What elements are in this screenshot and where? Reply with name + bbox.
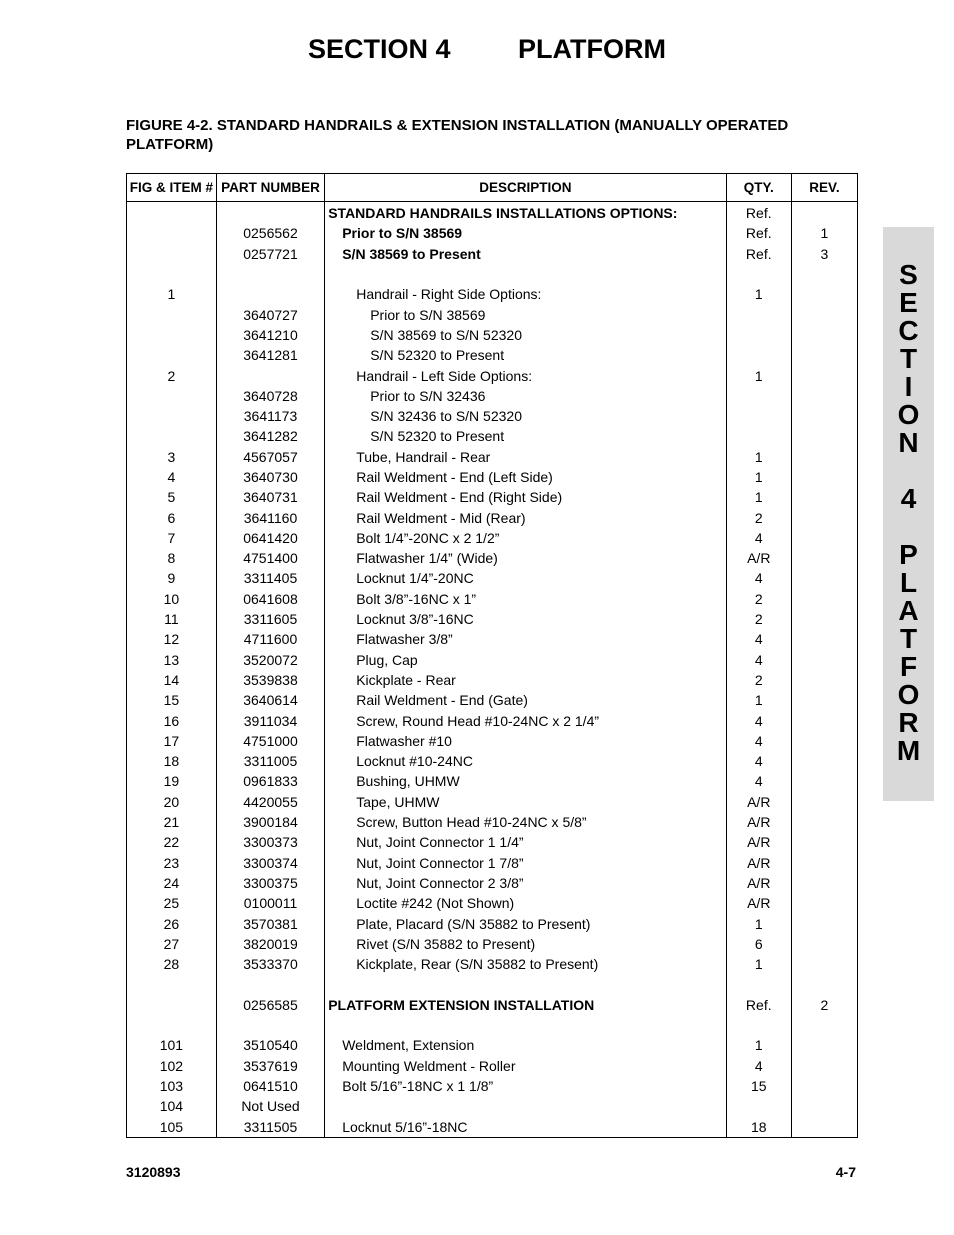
table-row — [127, 629, 858, 649]
fig-item-cell — [127, 386, 217, 406]
fig-item-cell — [127, 974, 217, 994]
part-number-cell — [216, 1015, 324, 1035]
description-cell: Loctite #242 (Not Shown) — [325, 893, 726, 913]
rev-cell — [791, 426, 857, 446]
qty-cell — [726, 1015, 791, 1035]
qty-cell: 1 — [726, 1035, 791, 1055]
fig-item-cell — [127, 995, 217, 1015]
fig-item-cell — [127, 325, 217, 345]
fig-item-cell: 12 — [127, 629, 217, 649]
table-row — [127, 1116, 858, 1137]
fig-item-cell: 9 — [127, 568, 217, 588]
table-row — [127, 893, 858, 913]
rev-cell — [791, 1076, 857, 1096]
qty-cell: 4 — [726, 731, 791, 751]
table-row — [127, 548, 858, 568]
rev-cell — [791, 568, 857, 588]
fig-item-cell: 101 — [127, 1035, 217, 1055]
fig-item-cell: 13 — [127, 650, 217, 670]
table-row — [127, 1076, 858, 1096]
part-number-cell: 3641281 — [216, 345, 324, 365]
description-cell: STANDARD HANDRAILS INSTALLATIONS OPTIONS: — [325, 202, 726, 224]
table-row — [127, 244, 858, 264]
description-cell: Locknut 5/16”-18NC — [325, 1116, 726, 1137]
rev-cell: 1 — [791, 223, 857, 243]
rev-cell — [791, 974, 857, 994]
fig-item-cell: 11 — [127, 609, 217, 629]
table-row — [127, 487, 858, 507]
fig-item-cell — [127, 264, 217, 284]
description-cell: Rail Weldment - End (Left Side) — [325, 467, 726, 487]
qty-cell: A/R — [726, 812, 791, 832]
description-cell — [325, 1096, 726, 1116]
qty-cell — [726, 304, 791, 324]
rev-cell — [791, 690, 857, 710]
qty-cell: 1 — [726, 913, 791, 933]
fig-item-cell — [127, 202, 217, 224]
fig-item-cell: 7 — [127, 528, 217, 548]
table-row — [127, 365, 858, 385]
fig-item-cell: 4 — [127, 467, 217, 487]
table-row — [127, 913, 858, 933]
rev-cell — [791, 650, 857, 670]
fig-item-cell — [127, 304, 217, 324]
table-row — [127, 426, 858, 446]
description-cell: Weldment, Extension — [325, 1035, 726, 1055]
rev-cell — [791, 386, 857, 406]
qty-cell: 4 — [726, 710, 791, 730]
part-number-cell: 3640730 — [216, 467, 324, 487]
qty-cell: 2 — [726, 507, 791, 527]
table-row — [127, 731, 858, 751]
description-cell: Locknut 3/8”-16NC — [325, 609, 726, 629]
qty-cell: Ref. — [726, 244, 791, 264]
table-row — [127, 528, 858, 548]
section-title: PLATFORM — [518, 34, 666, 64]
description-cell: Bolt 5/16”-18NC x 1 1/8” — [325, 1076, 726, 1096]
description-cell: Rail Weldment - End (Right Side) — [325, 487, 726, 507]
table-row — [127, 974, 858, 994]
table-row — [127, 284, 858, 304]
qty-cell: 4 — [726, 751, 791, 771]
qty-cell: A/R — [726, 873, 791, 893]
qty-cell: 4 — [726, 528, 791, 548]
fig-item-cell: 25 — [127, 893, 217, 913]
description-cell: S/N 38569 to Present — [325, 244, 726, 264]
description-cell: Screw, Round Head #10-24NC x 2 1/4” — [325, 710, 726, 730]
fig-item-cell — [127, 406, 217, 426]
rev-cell — [791, 771, 857, 791]
part-number-cell: 3640727 — [216, 304, 324, 324]
part-number-cell — [216, 284, 324, 304]
description-cell: Prior to S/N 38569 — [325, 304, 726, 324]
fig-item-cell: 22 — [127, 832, 217, 852]
qty-cell: 4 — [726, 568, 791, 588]
fig-item-cell: 10 — [127, 589, 217, 609]
part-number-cell — [216, 202, 324, 224]
part-number-cell: 0257721 — [216, 244, 324, 264]
rev-cell — [791, 507, 857, 527]
part-number-cell: 3641282 — [216, 426, 324, 446]
description-cell: Nut, Joint Connector 1 1/4” — [325, 832, 726, 852]
qty-cell: 1 — [726, 690, 791, 710]
rev-cell — [791, 751, 857, 771]
qty-cell — [726, 345, 791, 365]
rev-cell — [791, 873, 857, 893]
description-cell: Mounting Weldment - Roller — [325, 1055, 726, 1075]
part-number-cell — [216, 365, 324, 385]
description-cell: Tube, Handrail - Rear — [325, 447, 726, 467]
rev-cell — [791, 629, 857, 649]
qty-cell — [726, 386, 791, 406]
part-number-cell: 3900184 — [216, 812, 324, 832]
table-row — [127, 223, 858, 243]
description-cell: Flatwasher 3/8” — [325, 629, 726, 649]
fig-item-cell: 19 — [127, 771, 217, 791]
qty-cell — [726, 264, 791, 284]
part-number-cell: 3570381 — [216, 913, 324, 933]
description-cell: Plug, Cap — [325, 650, 726, 670]
part-number-cell: 0641510 — [216, 1076, 324, 1096]
rev-cell — [791, 731, 857, 751]
rev-cell — [791, 467, 857, 487]
description-cell: Kickplate - Rear — [325, 670, 726, 690]
part-number-cell: 3311505 — [216, 1116, 324, 1137]
description-cell: Handrail - Left Side Options: — [325, 365, 726, 385]
qty-cell: A/R — [726, 792, 791, 812]
table-row — [127, 325, 858, 345]
fig-item-cell: 104 — [127, 1096, 217, 1116]
rev-cell — [791, 1015, 857, 1035]
section-side-tab[interactable] — [883, 227, 934, 801]
description-cell: Bolt 1/4”-20NC x 2 1/2” — [325, 528, 726, 548]
column-header-description: DESCRIPTION — [325, 174, 726, 202]
description-cell — [325, 1015, 726, 1035]
part-number-cell — [216, 264, 324, 284]
rev-cell — [791, 853, 857, 873]
description-cell: S/N 32436 to S/N 52320 — [325, 406, 726, 426]
part-number-cell: 3640731 — [216, 487, 324, 507]
table-body — [127, 202, 858, 1138]
part-number-cell: 0256562 — [216, 223, 324, 243]
fig-item-cell: 24 — [127, 873, 217, 893]
fig-item-cell — [127, 345, 217, 365]
qty-cell: 6 — [726, 934, 791, 954]
fig-item-cell: 3 — [127, 447, 217, 467]
rev-cell — [791, 325, 857, 345]
part-number-cell: 0100011 — [216, 893, 324, 913]
part-number-cell: 3311005 — [216, 751, 324, 771]
table-row — [127, 589, 858, 609]
rev-cell — [791, 1116, 857, 1137]
rev-cell — [791, 934, 857, 954]
qty-cell: Ref. — [726, 223, 791, 243]
rev-cell — [791, 954, 857, 974]
fig-item-cell — [127, 223, 217, 243]
description-cell: S/N 52320 to Present — [325, 345, 726, 365]
part-number-cell: 3640614 — [216, 690, 324, 710]
rev-cell — [791, 670, 857, 690]
parts-table — [126, 173, 858, 1138]
rev-cell: 2 — [791, 995, 857, 1015]
qty-cell: 2 — [726, 609, 791, 629]
table-row — [127, 1096, 858, 1116]
part-number-cell: 3539838 — [216, 670, 324, 690]
description-cell: Tape, UHMW — [325, 792, 726, 812]
qty-cell: 2 — [726, 670, 791, 690]
description-cell: S/N 52320 to Present — [325, 426, 726, 446]
description-cell: Nut, Joint Connector 2 3/8” — [325, 873, 726, 893]
table-row — [127, 873, 858, 893]
table-row — [127, 467, 858, 487]
part-number-cell: 0641608 — [216, 589, 324, 609]
description-cell: Prior to S/N 32436 — [325, 386, 726, 406]
table-row — [127, 507, 858, 527]
part-number-cell: 3820019 — [216, 934, 324, 954]
description-cell: Rail Weldment - Mid (Rear) — [325, 507, 726, 527]
rev-cell: 3 — [791, 244, 857, 264]
fig-item-cell: 102 — [127, 1055, 217, 1075]
rev-cell — [791, 447, 857, 467]
description-cell: Bolt 3/8”-16NC x 1” — [325, 589, 726, 609]
part-number-cell: 0256585 — [216, 995, 324, 1015]
page-header — [0, 34, 954, 68]
table-row — [127, 710, 858, 730]
qty-cell: 4 — [726, 650, 791, 670]
table-row — [127, 264, 858, 284]
table-row — [127, 447, 858, 467]
rev-cell — [791, 792, 857, 812]
qty-cell: A/R — [726, 548, 791, 568]
fig-item-cell: 103 — [127, 1076, 217, 1096]
qty-cell — [726, 1096, 791, 1116]
fig-item-cell: 5 — [127, 487, 217, 507]
description-cell: Bushing, UHMW — [325, 771, 726, 791]
part-number-cell: 3300373 — [216, 832, 324, 852]
rev-cell — [791, 812, 857, 832]
part-number-cell: 4420055 — [216, 792, 324, 812]
part-number-cell: 4751400 — [216, 548, 324, 568]
description-cell: Locknut #10-24NC — [325, 751, 726, 771]
table-row — [127, 650, 858, 670]
description-cell: Nut, Joint Connector 1 7/8” — [325, 853, 726, 873]
qty-cell: A/R — [726, 832, 791, 852]
qty-cell: 18 — [726, 1116, 791, 1137]
description-cell: S/N 38569 to S/N 52320 — [325, 325, 726, 345]
rev-cell — [791, 345, 857, 365]
part-number-cell: 3640728 — [216, 386, 324, 406]
part-number-cell: 3300374 — [216, 853, 324, 873]
table-row — [127, 853, 858, 873]
table-row — [127, 568, 858, 588]
qty-cell: 4 — [726, 1055, 791, 1075]
description-cell: Prior to S/N 38569 — [325, 223, 726, 243]
qty-cell: 1 — [726, 447, 791, 467]
part-number-cell: 4751000 — [216, 731, 324, 751]
part-number-cell: 3537619 — [216, 1055, 324, 1075]
description-cell: Kickplate, Rear (S/N 35882 to Present) — [325, 954, 726, 974]
rev-cell — [791, 589, 857, 609]
column-header-rev: REV. — [791, 174, 857, 202]
qty-cell: 15 — [726, 1076, 791, 1096]
fig-item-cell: 15 — [127, 690, 217, 710]
fig-item-cell — [127, 426, 217, 446]
description-cell: Handrail - Right Side Options: — [325, 284, 726, 304]
fig-item-cell: 8 — [127, 548, 217, 568]
description-cell: Flatwasher 1/4” (Wide) — [325, 548, 726, 568]
fig-item-cell: 16 — [127, 710, 217, 730]
page-number: 4-7 — [835, 1164, 856, 1180]
part-number-cell — [216, 974, 324, 994]
rev-cell — [791, 304, 857, 324]
fig-item-cell — [127, 244, 217, 264]
table-row — [127, 1035, 858, 1055]
rev-cell — [791, 528, 857, 548]
rev-cell — [791, 264, 857, 284]
rev-cell — [791, 893, 857, 913]
rev-cell — [791, 487, 857, 507]
table-row — [127, 1055, 858, 1075]
part-number-cell: 0641420 — [216, 528, 324, 548]
part-number-cell: 3311605 — [216, 609, 324, 629]
table-row — [127, 345, 858, 365]
table-row — [127, 995, 858, 1015]
description-cell: Screw, Button Head #10-24NC x 5/8” — [325, 812, 726, 832]
description-cell — [325, 264, 726, 284]
fig-item-cell: 28 — [127, 954, 217, 974]
qty-cell: Ref. — [726, 202, 791, 224]
qty-cell: A/R — [726, 853, 791, 873]
part-number-cell: 3300375 — [216, 873, 324, 893]
part-number-cell: 4711600 — [216, 629, 324, 649]
rev-cell — [791, 406, 857, 426]
table-row — [127, 832, 858, 852]
table-row — [127, 1015, 858, 1035]
part-number-cell: 3510540 — [216, 1035, 324, 1055]
rev-cell — [791, 832, 857, 852]
description-cell: Rail Weldment - End (Gate) — [325, 690, 726, 710]
table-row — [127, 954, 858, 974]
part-number-cell: Not Used — [216, 1096, 324, 1116]
fig-item-cell: 20 — [127, 792, 217, 812]
rev-cell — [791, 365, 857, 385]
table-row — [127, 202, 858, 224]
rev-cell — [791, 913, 857, 933]
fig-item-cell: 23 — [127, 853, 217, 873]
side-tab-label: S E C T I O N 4 P L A T F O R M — [896, 259, 921, 766]
fig-item-cell: 1 — [127, 284, 217, 304]
fig-item-cell: 26 — [127, 913, 217, 933]
rev-cell — [791, 548, 857, 568]
fig-item-cell: 2 — [127, 365, 217, 385]
qty-cell: 1 — [726, 284, 791, 304]
table-row — [127, 386, 858, 406]
qty-cell: 1 — [726, 365, 791, 385]
part-number-cell: 3641210 — [216, 325, 324, 345]
table-row — [127, 934, 858, 954]
part-number-cell: 3520072 — [216, 650, 324, 670]
qty-cell: 4 — [726, 629, 791, 649]
fig-item-cell: 17 — [127, 731, 217, 751]
fig-item-cell: 27 — [127, 934, 217, 954]
column-header-part-number: PART NUMBER — [216, 174, 324, 202]
rev-cell — [791, 710, 857, 730]
fig-item-cell: 14 — [127, 670, 217, 690]
rev-cell — [791, 1035, 857, 1055]
rev-cell — [791, 1055, 857, 1075]
part-number-cell: 3641173 — [216, 406, 324, 426]
qty-cell: 1 — [726, 487, 791, 507]
rev-cell — [791, 609, 857, 629]
qty-cell — [726, 406, 791, 426]
qty-cell: A/R — [726, 893, 791, 913]
description-cell: Locknut 1/4”-20NC — [325, 568, 726, 588]
fig-item-cell: 105 — [127, 1116, 217, 1137]
description-cell: Rivet (S/N 35882 to Present) — [325, 934, 726, 954]
section-number: SECTION 4 — [308, 34, 451, 64]
fig-item-cell: 18 — [127, 751, 217, 771]
figure-title: FIGURE 4-2. STANDARD HANDRAILS & EXTENSION INSTALLATION (MANUALLY OPERATED PLATFORM) — [126, 117, 789, 153]
table-row — [127, 690, 858, 710]
description-cell: PLATFORM EXTENSION INSTALLATION — [325, 995, 726, 1015]
qty-cell: Ref. — [726, 995, 791, 1015]
part-number-cell: 3911034 — [216, 710, 324, 730]
qty-cell: 1 — [726, 954, 791, 974]
fig-item-cell: 6 — [127, 507, 217, 527]
table-row — [127, 406, 858, 426]
qty-cell — [726, 974, 791, 994]
qty-cell: 1 — [726, 467, 791, 487]
qty-cell — [726, 325, 791, 345]
table-header-row — [127, 174, 858, 202]
document-number: 3120893 — [126, 1164, 181, 1180]
rev-cell — [791, 1096, 857, 1116]
fig-item-cell: 21 — [127, 812, 217, 832]
fig-item-cell — [127, 1015, 217, 1035]
rev-cell — [791, 284, 857, 304]
description-cell: Plate, Placard (S/N 35882 to Present) — [325, 913, 726, 933]
part-number-cell: 0961833 — [216, 771, 324, 791]
qty-cell: 4 — [726, 771, 791, 791]
table-row — [127, 609, 858, 629]
table-row — [127, 812, 858, 832]
column-header-qty: QTY. — [726, 174, 791, 202]
table-row — [127, 304, 858, 324]
column-header-fig-item: FIG & ITEM # — [127, 174, 217, 202]
table-row — [127, 670, 858, 690]
part-number-cell: 4567057 — [216, 447, 324, 467]
part-number-cell: 3533370 — [216, 954, 324, 974]
table-row — [127, 792, 858, 812]
table-row — [127, 751, 858, 771]
qty-cell — [726, 426, 791, 446]
description-cell: Flatwasher #10 — [325, 731, 726, 751]
part-number-cell: 3641160 — [216, 507, 324, 527]
part-number-cell: 3311405 — [216, 568, 324, 588]
qty-cell: 2 — [726, 589, 791, 609]
rev-cell — [791, 202, 857, 224]
table-row — [127, 771, 858, 791]
description-cell — [325, 974, 726, 994]
